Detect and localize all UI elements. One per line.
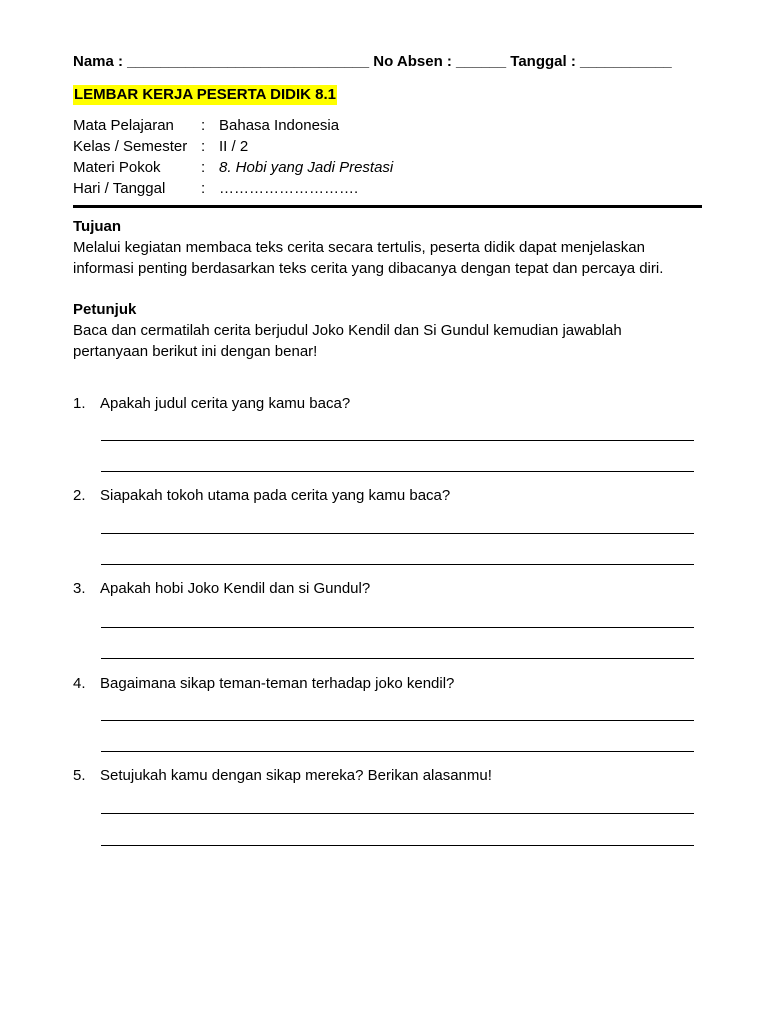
answer-line[interactable]	[101, 658, 694, 659]
meta-value: II / 2	[219, 138, 249, 155]
question-number: 5.	[73, 767, 86, 784]
answer-line[interactable]	[101, 440, 694, 441]
answer-line[interactable]	[101, 751, 694, 752]
answer-line[interactable]	[101, 813, 694, 814]
header-divider	[73, 205, 702, 208]
question-5	[73, 765, 713, 786]
petunjuk-text-line: Baca dan cermatilah cerita berjudul Joko Kendil dan Si Gundul kemudian jawablah	[73, 322, 622, 339]
meta-row-class	[73, 136, 393, 157]
petunjuk-section	[73, 299, 723, 362]
answer-line[interactable]	[101, 720, 694, 721]
meta-value: Bahasa Indonesia	[219, 117, 340, 134]
tujuan-text-line: informasi penting berdasarkan teks cerita yang dibacanya dengan tepat dan percaya diri.	[73, 260, 664, 277]
meta-label: Mata Pelajaran	[73, 117, 174, 134]
meta-value: 8. Hobi yang Jadi Prestasi	[219, 159, 394, 176]
petunjuk-text-line: pertanyaan berikut ini dengan benar!	[73, 343, 318, 360]
meta-colon: :	[201, 159, 206, 176]
question-text: Setujukah kamu dengan sikap mereka? Berikan alasanmu!	[100, 767, 492, 784]
meta-colon: :	[201, 117, 206, 134]
petunjuk-heading: Petunjuk	[73, 301, 137, 318]
question-number: 4.	[73, 675, 86, 692]
question-2	[73, 485, 713, 506]
answer-line[interactable]	[101, 627, 694, 628]
question-text: Bagaimana sikap teman-teman terhadap joko kendil?	[100, 675, 455, 692]
student-info-header: Nama : _____________________________ No Absen : ______ Tanggal : ___________	[73, 53, 672, 70]
question-4	[73, 673, 713, 694]
answer-line[interactable]	[101, 533, 694, 534]
meta-row-date	[73, 178, 393, 199]
question-text: Apakah judul cerita yang kamu baca?	[100, 395, 351, 412]
question-number: 2.	[73, 487, 86, 504]
meta-row-subject	[73, 115, 393, 136]
tujuan-heading: Tujuan	[73, 218, 122, 235]
answer-line[interactable]	[101, 471, 694, 472]
meta-colon: :	[201, 180, 206, 197]
meta-label: Materi Pokok	[73, 159, 161, 176]
question-1	[73, 393, 713, 414]
worksheet-title: LEMBAR KERJA PESERTA DIDIK 8.1	[74, 86, 336, 103]
subject-info	[73, 115, 393, 199]
question-text: Siapakah tokoh utama pada cerita yang kamu baca?	[100, 487, 451, 504]
meta-label: Hari / Tanggal	[73, 180, 166, 197]
meta-colon: :	[201, 138, 206, 155]
meta-label: Kelas / Semester	[73, 138, 188, 155]
question-number: 1.	[73, 395, 86, 412]
tujuan-text-line: Melalui kegiatan membaca teks cerita secara tertulis, peserta didik dapat menjelaskan	[73, 239, 645, 256]
answer-line[interactable]	[101, 564, 694, 565]
question-text: Apakah hobi Joko Kendil dan si Gundul?	[100, 580, 371, 597]
tujuan-section	[73, 216, 723, 279]
question-number: 3.	[73, 580, 86, 597]
question-3	[73, 578, 713, 599]
meta-row-topic	[73, 157, 393, 178]
meta-value: ……………………….	[219, 180, 359, 197]
answer-line[interactable]	[101, 845, 694, 846]
